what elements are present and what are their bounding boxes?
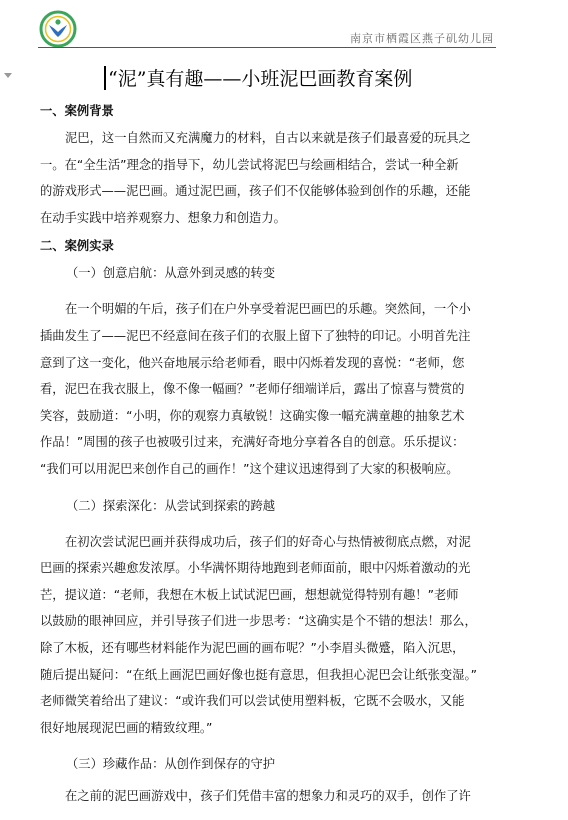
text-line: 很好地展现泥巴画的精致纹理。” bbox=[40, 720, 213, 735]
paragraph-sub1 bbox=[40, 296, 530, 482]
subheading-1: （一）创意启航：从意外到灵感的转变 bbox=[66, 266, 276, 281]
text-line: 老师微笑着给出了建议：“或许我们可以尝试使用塑料板，它既不会吸水，又能 bbox=[40, 694, 465, 709]
text-cursor bbox=[104, 66, 106, 90]
text-line: 泥巴，这一自然而又充满魔力的材料，自古以来就是孩子们最喜爱的玩具之 bbox=[65, 131, 471, 145]
document-body bbox=[40, 98, 530, 820]
text-line: 巴画的探索兴趣愈发浓厚。小华满怀期待地跑到老师面前，眼中闪烁着激动的光 bbox=[40, 561, 471, 576]
section-heading-record: 二、案例实录 bbox=[40, 239, 114, 254]
collapse-marker-icon[interactable] bbox=[4, 73, 12, 78]
paragraph-background bbox=[40, 125, 530, 231]
header-divider bbox=[38, 47, 496, 48]
text-line: 在初次尝试泥巴画并获得成功后，孩子们的好奇心与热情被彻底点燃，对泥 bbox=[65, 534, 471, 549]
text-line: 的游戏形式——泥巴画。通过泥巴画，孩子们不仅能够体验到创作的乐趣，还能 bbox=[40, 184, 471, 199]
subheading-2: （二）探索深化：从尝试到探索的跨越 bbox=[66, 498, 276, 513]
text-line: 芒，提议道：“老师，我想在木板上试试泥巴画，想想就觉得特别有趣！”老师 bbox=[40, 587, 459, 602]
text-line: 插曲发生了——泥巴不经意间在孩子们的衣服上留下了独特的印记。小明首先注 bbox=[40, 328, 471, 343]
document-title: “泥”真有趣——小班泥巴画教育案例 bbox=[108, 68, 413, 90]
text-line: 看，泥巴在我衣服上，像不像一幅画？”老师仔细端详后，露出了惊喜与赞赏的 bbox=[40, 382, 465, 397]
text-line: 意到了这一变化，他兴奋地展示给老师看，眼中闪烁着发现的喜悦：“老师，您 bbox=[40, 355, 465, 370]
text-line: 除了木板，还有哪些材料能作为泥巴画的画布呢？”小李眉头微蹙，陷入沉思， bbox=[40, 640, 465, 655]
subheading-3: （三）珍藏作品：从创作到保存的守护 bbox=[66, 757, 276, 772]
section-heading-background: 一、案例背景 bbox=[40, 104, 114, 118]
text-line: 作品！”周围的孩子也被吸引过来，充满好奇地分享着各自的创意。乐乐提议： bbox=[40, 435, 465, 450]
kindergarten-logo bbox=[38, 10, 78, 48]
text-line: 笑容，鼓励道：“小明，你的观察力真敏锐！这确实像一幅充满童趣的抽象艺术 bbox=[40, 408, 465, 423]
text-line: “我们可以用泥巴来创作自己的画作！”这个建议迅速得到了大家的积极响应。 bbox=[40, 461, 459, 476]
paragraph-sub2 bbox=[40, 529, 530, 742]
school-name: 南京市栖霞区燕子矶幼儿园 bbox=[350, 32, 494, 45]
paragraph-sub3 bbox=[40, 783, 530, 810]
text-line: 在一个明媚的午后，孩子们在户外享受着泥巴画巴的乐趣。突然间，一个小 bbox=[65, 302, 471, 317]
text-line: 一。在“全生活”理念的指导下，幼儿尝试将泥巴与绘画相结合，尝试一种全新 bbox=[40, 157, 459, 172]
text-line: 在之前的泥巴画游戏中，孩子们凭借丰富的想象力和灵巧的双手，创作了许 bbox=[65, 789, 471, 804]
text-line: 随后提出疑问：“在纸上画泥巴画好像也挺有意思，但我担心泥巴会让纸张变湿。” bbox=[40, 667, 477, 682]
text-line: 以鼓励的眼神回应，并引导孩子们进一步思考：“这确实是个不错的想法！那么， bbox=[40, 614, 477, 629]
text-line: 在动手实践中培养观察力、想象力和创造力。 bbox=[40, 210, 286, 225]
